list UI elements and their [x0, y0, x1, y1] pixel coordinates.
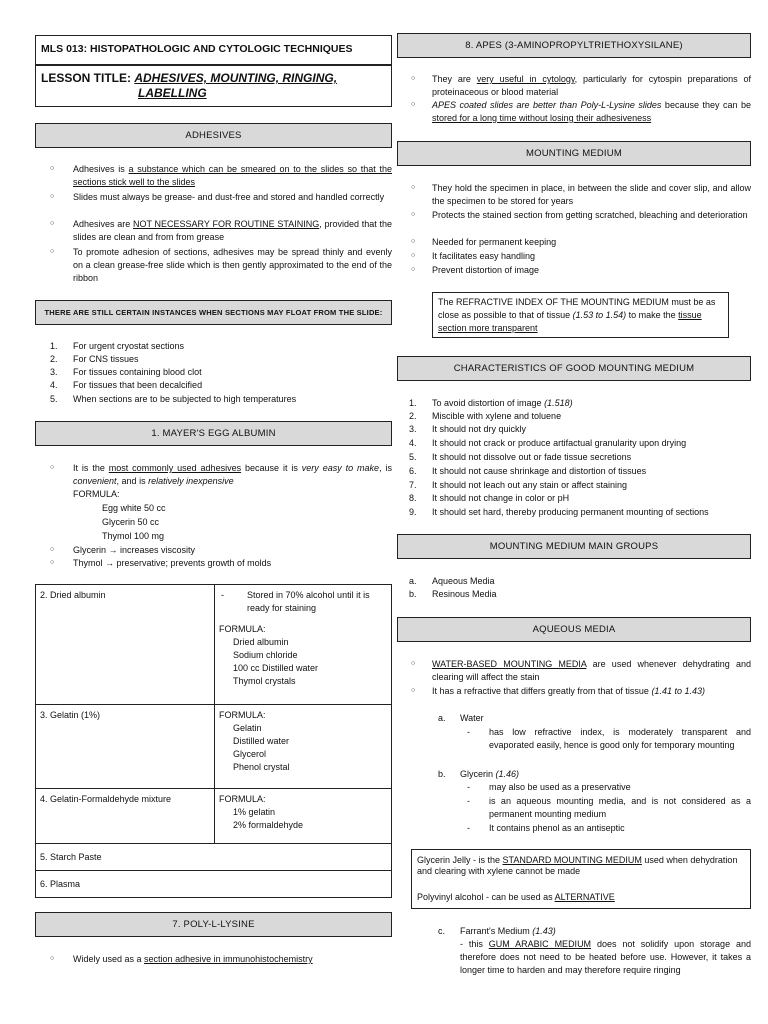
- list-item: It should not crack or produce artifactual granularity upon drying: [432, 438, 687, 448]
- table-row: [36, 705, 392, 789]
- table-row: [36, 844, 392, 871]
- list-item: It should not leach out any stain or affect staining: [432, 480, 627, 490]
- characteristics-heading: CHARACTERISTICS OF GOOD MOUNTING MEDIUM: [397, 356, 751, 381]
- adhesives-heading: ADHESIVES: [35, 123, 392, 148]
- adhesives-bullet-4: To promote adhesion of sections, adhesives may be spread thinly and evenly on a clean grease-free slide which is then gently approximated to the end of the ribbon: [73, 247, 392, 283]
- lesson-title-line2: LABELLING: [138, 86, 207, 100]
- glycerin-label: Glycerin (1.46): [460, 769, 520, 779]
- poly-bullet-1: Widely used as a section adhesive in immunohistochemistry: [73, 954, 313, 964]
- table-row: [36, 871, 392, 898]
- mayer-heading: 1. MAYER'S EGG ALBUMIN: [35, 421, 392, 446]
- glycerin-detail-1: may also be used as a preservative: [489, 782, 631, 792]
- mayer-formula-2: Glycerin 50 cc: [102, 517, 160, 527]
- adhesives-bullet-3: Adhesives are NOT NECESSARY FOR ROUTINE STAINING, provided that the slides are clean and from from grease: [73, 219, 392, 242]
- lesson-prefix: LESSON TITLE:: [41, 71, 131, 85]
- adhesives-bullet-1: Adhesives is a substance which can be smeared on to the slides so that the sections stick well to the slides: [73, 164, 392, 187]
- apes-bullet-1: They are very useful in cytology, particularly for cytospin preparations of proteinaceous or blood material: [432, 74, 752, 97]
- table-cell: FORMULA: Gelatin Distilled water Glycerol Phenol crystal: [215, 705, 392, 789]
- mayer-bullet-1: It is the most commonly used adhesives because it is very easy to make, is convenient, and is relatively inexpensive: [73, 463, 392, 486]
- bullet-icon: ○: [411, 687, 416, 694]
- water-detail: has low refractive index, is moderately transparent and evaporated easily, hence is good only for temporary mounting: [489, 727, 751, 750]
- refractive-index-note: The REFRACTIVE INDEX OF THE MOUNTING MEDIUM must be as close as possible to that of tissue (1.53 to 1.54) to make the tissue section more transparent: [438, 297, 716, 333]
- table-row: [36, 585, 392, 705]
- mounting-heading: MOUNTING MEDIUM: [397, 141, 751, 166]
- aqueous-bullet-1: WATER-BASED MOUNTING MEDIA are used whenever dehydrating and clearing will affect the stain: [432, 659, 751, 682]
- list-item: For tissues containing blood clot: [73, 367, 202, 377]
- bullet-icon: ○: [50, 464, 55, 471]
- bullet-icon: ○: [411, 211, 416, 218]
- bullet-icon: ○: [411, 266, 416, 273]
- poly-heading: 7. POLY-L-LYSINE: [35, 912, 392, 937]
- list-item: It should set hard, thereby producing permanent mounting of sections: [432, 507, 709, 517]
- table-cell: 5. Starch Paste: [36, 844, 392, 871]
- glycerin-detail-3: It contains phenol as an antiseptic: [489, 823, 625, 833]
- table-cell: 6. Plasma: [36, 871, 392, 898]
- lesson-title-line1: ADHESIVES, MOUNTING, RINGING,: [134, 71, 338, 85]
- bullet-icon: ○: [50, 165, 55, 172]
- groups-heading: MOUNTING MEDIUM MAIN GROUPS: [397, 534, 751, 559]
- list-item: For urgent cryostat sections: [73, 341, 185, 351]
- list-item: For CNS tissues: [73, 354, 139, 364]
- bullet-icon: ○: [411, 75, 416, 82]
- mounting-bullet-3: Needed for permanent keeping: [432, 237, 557, 247]
- list-item: To avoid distortion of image (1.518): [432, 398, 573, 408]
- mayer-formula-3: Thymol 100 mg: [102, 531, 165, 541]
- bullet-icon: ○: [411, 238, 416, 245]
- adhesives-bullet-2: Slides must always be grease- and dust-free and stored and handled correctly: [73, 192, 385, 202]
- adhesives-table: [35, 584, 392, 898]
- bullet-icon: ○: [50, 955, 55, 962]
- mayer-bullet-3: Thymol → preservative; prevents growth of molds: [73, 558, 272, 568]
- bullet-icon: ○: [411, 101, 416, 108]
- bullet-icon: ○: [411, 184, 416, 191]
- lesson-title: [41, 71, 386, 101]
- list-item: It should not change in color or pH: [432, 493, 570, 503]
- mounting-bullet-4: It facilitates easy handling: [432, 251, 536, 261]
- list-item: It should not cause shrinkage and distortion of tissues: [432, 466, 647, 476]
- list-item: It should not dissolve out or fade tissue secretions: [432, 452, 632, 462]
- bullet-icon: ○: [50, 559, 55, 566]
- polyvinyl-alcohol-note: Polyvinyl alcohol - can be used as ALTERNATIVE: [417, 892, 615, 902]
- apes-heading: 8. APES (3-AMINOPROPYLTRIETHOXYSILANE): [397, 33, 751, 58]
- glycerin-detail-2: is an aqueous mounting media, and is not considered as a permanent mounting medium: [489, 796, 751, 819]
- farrant-label: Farrant's Medium (1.43): [460, 926, 556, 936]
- table-cell: - Stored in 70% alcohol until it is ready for staining FORMULA: Dried albumin Sodium chloride 100 cc Distilled water Thymol crystals: [215, 585, 392, 705]
- table-cell: FORMULA: 1% gelatin 2% formaldehyde: [215, 789, 392, 844]
- list-item: Miscible with xylene and toluene: [432, 411, 562, 421]
- list-item: Aqueous Media: [432, 576, 495, 586]
- mounting-bullet-5: Prevent distortion of image: [432, 265, 540, 275]
- mounting-bullet-2: Protects the stained section from getting scratched, bleaching and deterioration: [432, 210, 748, 220]
- bullet-icon: ○: [50, 193, 55, 200]
- list-item: When sections are to be subjected to high temperatures: [73, 394, 297, 404]
- course-title: MLS 013: HISTOPATHOLOGIC AND CYTOLOGIC TECHNIQUES: [41, 43, 353, 55]
- apes-bullet-2: APES coated slides are better than Poly-L-Lysine slides because they can be stored for a long time without losing their adhesiveness: [432, 100, 751, 123]
- water-label: Water: [460, 713, 484, 723]
- table-row: [36, 789, 392, 844]
- list-item: For tissues that been decalcified: [73, 380, 203, 390]
- mayer-formula-1: Egg white 50 cc: [102, 503, 166, 513]
- bullet-icon: ○: [50, 546, 55, 553]
- bullet-icon: ○: [50, 220, 55, 227]
- glycerin-jelly-note: Glycerin Jelly - is the STANDARD MOUNTING MEDIUM used when dehydration and clearing with xylene cannot be made: [417, 855, 738, 876]
- aqueous-bullet-2: It has a refractive that differs greatly from that of tissue (1.41 to 1.43): [432, 686, 705, 696]
- table-cell: 3. Gelatin (1%): [36, 705, 215, 789]
- float-heading: THERE ARE STILL CERTAIN INSTANCES WHEN SECTIONS MAY FLOAT FROM THE SLIDE:: [35, 300, 392, 325]
- table-cell: 2. Dried albumin: [36, 585, 215, 705]
- bullet-icon: ○: [411, 660, 416, 667]
- mayer-formula-label: FORMULA:: [73, 489, 120, 499]
- aqueous-heading: AQUEOUS MEDIA: [397, 617, 751, 642]
- list-item: It should not dry quickly: [432, 424, 527, 434]
- bullet-icon: ○: [411, 252, 416, 259]
- farrant-detail: - this GUM ARABIC MEDIUM does not solidify upon storage and therefore does not need to be heated before use. However, it takes a longer time to harden and may therefore require ringing: [460, 939, 751, 975]
- list-item: Resinous Media: [432, 589, 497, 599]
- mayer-bullet-2: Glycerin → increases viscosity: [73, 545, 196, 555]
- table-cell: 4. Gelatin-Formaldehyde mixture: [36, 789, 215, 844]
- bullet-icon: ○: [50, 248, 55, 255]
- mounting-bullet-1: They hold the specimen in place, in between the slide and cover slip, and allow the specimen to be stored for years: [432, 183, 751, 206]
